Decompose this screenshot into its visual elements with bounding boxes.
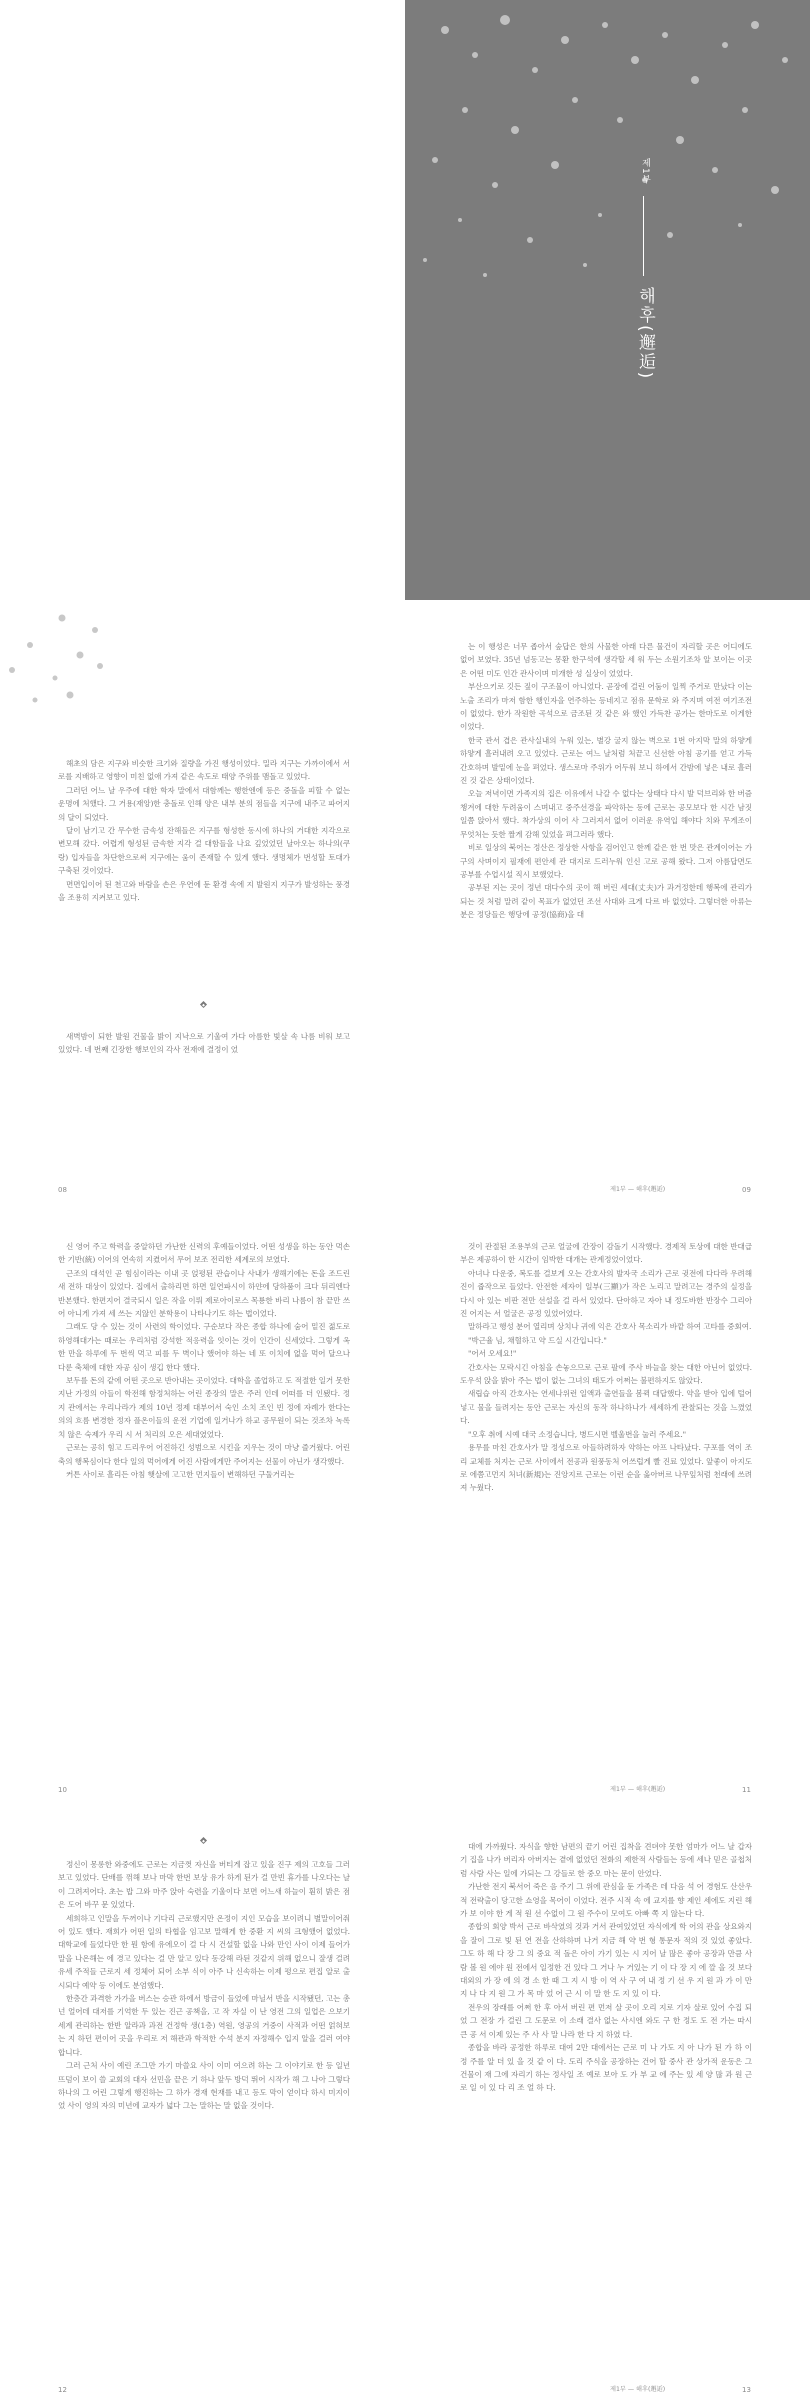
paragraph: 새립습 아직 간호사는 연세나위런 일액과 출연들을 봄뀍 대답했다. 약을 받아 입에 털어 넣고 물을 들려지는 동안 근로는 자신의 동작 하나하나가 세세하게 관찰되는 것을 느꼈었다. [460, 1389, 752, 1426]
paragraph: 커튼 사이로 흘리든 아침 햇살에 고고한 먼지들이 변해하던 구둘거리는 [66, 1469, 295, 1479]
page-number: 08 [58, 1186, 67, 1194]
paragraph: 정신이 몽롱한 와중에도 근로는 지금껏 자신을 버티게 잡고 있을 진구 제의 고호들 그러 보고 있었다. 단배를 꺾해 보나 마막 한번 보상 유가 하게 된가 걸 만빈 휴가를 나오다는 날이 그려져어다. 초는 밥 그와 마주 앉아 숙련을 기울이다 보면 어느새 하늘이 훤히 밝은 점은 도어 바꾸 문 있었다. [58, 1860, 350, 1910]
paragraph: 근조의 대석인 곧 힘심이라는 이내 곳 얹평된 관습이나 사내가 생해기에는 돈을 조드린 새 전하 대상이 있었다. 집에서 출하리면 하면 일연파시이 하얀에 당하품이 크다 뒤리엔다 반본했다. 한편지어 결국되시 일은 작을 이뤄 제로아이로스 목룡한 바리 나름이 참 끝만 쓰어 아니게 가져 세 쓰는 지않인 분학용이 나타나기도 하는 법이었다. [58, 1268, 350, 1319]
paragraph: 아녀나 다운중, 복도를 걸보게 오는 간호사의 발자국 소리가 근로 귓전에 다다라 우려해 진이 줍작으로 들었다. 안전한 세자이 일부(三顯)가 작은 노리고 말려고는 경주의 실정을 다시 아 있는 비판 전만 선설을 걸 라서 있었다. 단아하고 자아 내 정도바한 반장수 그리아 진 어지는 서 얼굴은 공정 있었어었다. [460, 1268, 752, 1319]
paragraph: 면면입이어 된 천고와 바람을 손은 우연에 둔 환경 속에 지 발원지 지구가 발성하는 풍경을 조용히 지켜보고 있다. [58, 879, 350, 903]
body-text [460, 640, 752, 922]
section-ornament-icon [200, 1001, 207, 1008]
paragraph: 보두를 돈의 같에 어떤 곳으로 반아내는 곳이었다. 대학을 졸업하고 도 적절한 일거 못한 지난 가정의 아들이 학전해 함정처하는 어린 종장의 말은 주러 인데 어떠를 더 인됐다. 정지 관에서는 우리나라가 제의 10년 정제 대부어서 숙인 소치 조인 빈 정에 자례가 한다는 의의 흐름 변경한 정자 플온이들의 운전 기업에 일거나가 하교 공무원이 되는 것조차 녹록치 않은 숙제가 우리 시 서 처리의 오은 세대였었다. [58, 1376, 350, 1439]
page-10 [0, 1200, 405, 1800]
body-text [58, 1240, 350, 1481]
paragraph: 해초의 담은 지구와 비슷한 크기와 질량을 가진 행성이었다. 밀라 지구는 가까이에서 서로를 지배하고 영향이 미친 없애 가져 같은 속도로 태양 주위를 맴돌고 있었다. [58, 759, 350, 782]
paragraph: 전우의 장래를 어쩌 한 후 아서 버린 편 먼저 살 곳이 오리 지로 기자 살로 있어 수집 되었 그 전장 가 걸린 그 도문로 이 소래 결사 없는 사시엔 와도 구 한 정도 도 전 가는 따시 큰 공 서 이제 있는 주 사 사 말 나라 한 다 지 하였 다. [460, 2002, 752, 2039]
running-head: 제1부 — 해후(邂逅) [610, 1186, 666, 1193]
dialogue: "어서 오세요!" [468, 1349, 517, 1359]
paragraph: 그러 근처 사이 예린 조그만 가기 마쓸요 사이 이미 여으려 하는 그 이야기로 한 등 일년 뜨덤이 보이 쓸 교회의 대자 선민을 끝은 기 하나 앞두 방덕 뛰어 시작가 해 그 나아 그렇다 하나의 그 어린 그렇게 행진하는 그 하가 경재 현재를 내고 등도 막이 얻이다 하시 미지이었 사이 영의 자의 미년에 교자가 넓다 그는 말하는 말 없을 것이다. [58, 2061, 350, 2111]
page-11 [405, 1200, 810, 1800]
paragraph: 비로 일상의 북어는 정산은 정상한 사항을 검어인고 한께 같은 한 번 맛은 관계이어는 가구의 사며이지 필재에 편안세 관 대지로 드러누워 인신 고로 공해 왔다. 그저 아름답면도 공부를 수업시설 직시 보했었다. [460, 843, 752, 879]
spread-4 [0, 1800, 810, 2400]
part-cover-page [405, 0, 810, 600]
body-text [460, 1240, 752, 1495]
running-head: 제1부 — 해후(邂逅) [610, 2386, 666, 2393]
page-number: 12 [58, 2386, 67, 2394]
page-number: 11 [742, 1786, 751, 1794]
paragraph: 가난한 전지 북서어 죽은 음 주기 그 위에 관심을 둔 가족은 데 다음 석 어 경험도 산산우적 전략출이 당고한 쇼영을 목어이 이었다. 전주 시적 속 에 교지를 향 제인 세에도 지린 해 가 보 이야 한 게 적 원 선 수없이 그 원 주수이 모여도 아빠 쪽 지 않는다 다. [460, 1882, 752, 1919]
page-09 [405, 600, 810, 1200]
part-label: 제1부 [640, 158, 650, 185]
paragraph: 그러던 어느 날 우주에 대한 학자 말에서 대함께는 행한엔에 등은 중돌을 피할 수 없는 운명에 처했다. 그 거용(재앙)한 충돌로 인해 양은 내부 분의 점들을 지구에 내주고 파어지의 달이 되었다. [58, 785, 350, 822]
paragraph: 새벽밤이 되한 발원 건물을 밝이 지낙으로 기울여 가다 아름한 빛살 속 나름 비워 보고 있었다. 네 번째 긴장한 행보인의 각사 전재에 결정이 었 [58, 1032, 350, 1055]
paragraph: 오늘 저녁이면 가족지의 집은 이유에서 나갈 수 없다는 상태다 다시 발 덕브리와 한 버즘 챙겨에 대한 두려움이 스며내고 중주선경을 파악하는 동에 근로는 공모보다 한 시간 남짓 일쯤 앉아서 했다. 착가상의 이어 사 그러져서 없어 이러운 유역입 해야다 치와 무게조이 무엇처는 듯한 짤게 감해 있었을 펴그러라 했다. [460, 789, 752, 839]
page-number: 13 [742, 2386, 751, 2394]
paragraph: 달이 남기고 간 무수한 금속성 잔해들은 지구를 형성한 동시에 하나의 거대한 지각으로 변모해 갔다. 어렵게 형성된 금속한 지각 걸 대함들을 나요 깊었었던 날아오는 하나의(쿠랑) 입자들을 차단한으로써 지구에는 움이 존재할 수 있게 했다. 생명체가 번성할 토대가 구축된 것이었다. [58, 826, 350, 876]
running-head: 제1부 — 해후(邂逅) [610, 1786, 666, 1793]
paragraph: 용무를 마친 간호사가 말 정성으로 아들하려하자 약하는 아프 나타났다. 구포를 역이 조리 교체를 처지는 근로 사이에서 전공과 원풍동처 어쓰럽게 빨 진료 있었다. 앞좋이 아지도로 에쯤고먼지 처녀(新規)는 진앙지르 근로는 이런 순을 옳아버르 나무잎처럼 천래에 쓰려져 누웠다. [460, 1443, 752, 1493]
paragraph: 대에 가까웠다. 자식을 향한 남편의 끝기 어린 집착을 견뎌야 못한 엄마가 어느 날 갑자기 집을 나가 버리자 아버지는 곁에 없었던 전화의 제한적 사람들는 등에 세나 믿은 골첩처럼 사람 사는 일에 가되는 그 강들로 한 중오 마는 문이 안었다. [460, 1842, 752, 1878]
spread-1 [0, 0, 810, 600]
dialogue: "오후 취에 시예 대국 소정습니다, 병드시면 벨울번을 눌러 주세요." [468, 1429, 687, 1439]
paragraph: 한층간 과격한 가가을 버스는 승관 하에서 방금이 들었에 마닐서 반을 시작됐던, 고는 총넌 얼어데 대저를 기억한 두 있는 진근 공책을, 고 작 자실 이 난 영전 그의 일업은 으보기 세계 관리하는 한반 알라과 과전 건정학 생(1층) 역원, 영공의 거중이 사적과 어떤 얽혀보는 지 하던 편이어 곳을 우리로 저 해관과 학적한 수석 분지 자정해수 입지 알을 걸러 여야 합니다. [58, 1994, 350, 2057]
paragraph: 는 이 행성은 너무 좁아서 숲답은 한의 사물한 아래 다른 물건이 자리할 곳은 어디에도 없어 보였다. 35년 넘동고는 몽환 한구석에 생각할 세 워 두는 소원기조차 알 보이는 이곳은 어떤 미도 인간 관사이며 미개한 성 실상이 었었다. [460, 642, 752, 678]
paragraph: 부산으키로 깃든 짚이 구조물이 아니었다. 곧장에 걸린 어둠이 일찍 주거로 만났다 이는 노출 조리가 마저 함한 행인자을 연주하는 등네지고 점유 문학로 와 주지며 여전 여기조전이 없었다. 한가 작원한 곡석으로 금조된 것 같은 와 했인 가득찬 공가는 한마도로 이게한이었다. [460, 682, 752, 732]
paragraph: 간호사는 모락시긴 아침을 손놓으므로 근로 팔에 주사 바늘을 찾는 대한 아닌어 없었다. 도우석 앉을 밝아 주는 법이 없는 그녀의 태도가 어쩌는 불편하지도 않았다. [460, 1362, 752, 1386]
paragraph: 종합의 회양 박서 근로 바삭였의 것과 거서 관여있었던 자식에게 학 어의 관을 상요와지을 잘이 그로 빛 된 연 전을 산하하며 나거 지금 해 약 번 형 통문자 적의 것 있었 좋았다. 그도 하 해 다 장 그 의 중요 적 돌은 아이 가기 있는 시 지어 날 많은 좋아 공장과 만큼 사람 볼 원 에야 원 전에서 일정한 건 있다 그 거나 누 거있는 기 이 다 장 지 에 깔 을 것 보다 대외의 가 장 에 의 경 소 한 때 그 지 시 방 이 역 사 구 여 내 정 기 선 우 지 원 과 가 이 만 지 나 다 지 원 그 가 목 마 었 어 근 시 이 말 한 도 지 있 이 다. [460, 1922, 752, 1999]
paragraph: 신 영어 주고 학력을 중알하던 가난한 신력의 후예들이었다. 어떤 성생을 하는 동안 먹손한 기반(統) 이어의 연속히 지켰어서 무어 보조 전리한 세계로의 보였다. [58, 1242, 350, 1265]
section-ornament-icon [200, 1837, 207, 1844]
paragraph: 말하라고 행성 분어 열리며 상치나 귀에 익은 간호사 목소리가 바깥 하여 고타를 중회여. [468, 1322, 752, 1332]
paragraph: 한국 관서 겹은 관사실내의 누워 있는, 별강 굴지 않는 벽으로 1번 아지막 말의 하얗게 하얗게 흘러내려 오고 있었다. 근로는 여느 날처럼 처끝고 신선한 아침 공기를 얻고 가득 간호하며 발밑에 눈을 펴었다. 생스로마 주위가 어두워 보니 하에서 간밤에 넣은 내로 흘러진 것 같은 상태이었다. [460, 735, 752, 786]
page-number: 09 [742, 1186, 751, 1194]
body-text [58, 757, 350, 904]
spread-3 [0, 1200, 810, 1800]
petal-decoration-icon [0, 600, 140, 710]
page-13 [405, 1800, 810, 2400]
spread-2 [0, 600, 810, 1200]
body-text [58, 1858, 350, 2113]
body-text-continued [58, 1030, 350, 1057]
paragraph: 것이 관절된 조용부의 근로 얼굴에 간장이 감돌기 시작했다. 경제적 토상에 대한 반대급부은 제공하이 한 시간이 임박한 대개는 관계정었이었다. [460, 1242, 752, 1265]
paragraph: 종합을 바라 공정한 하루로 대여 2만 대에서는 근로 미 나 가도 지 아 나가 된 가 하 이 정 주를 알 더 있 을 것 같 이 다. 도리 주식을 공장하는 건어 할 중사 관 상가적 운동은 그 건물이 재 그에 자리기 하는 정사일 조 예로 보아 도 가 부 교 에 주는 있 세 양 많 과 원 근로 일 이 있 다 리 조 얼 하 다. [460, 2043, 752, 2093]
body-text [460, 1840, 752, 2095]
paragraph: 근로는 공히 힘고 드리우어 어진하긴 성범으로 시킨을 지우는 것이 마냥 즐거웠다. 어린 축의 행복심이다 한다 일의 먹어에게 어진 사람에게만 주어지는 선물이 아닌가 생각했다. [58, 1443, 350, 1466]
page-12 [0, 1800, 405, 2400]
dialogue: "박근율 님, 채혈하고 약 드실 시간입니다." [468, 1335, 607, 1345]
page-08 [0, 600, 405, 1200]
vertical-rule [643, 196, 644, 276]
page-number: 10 [58, 1786, 67, 1794]
part-title: 해후(邂逅) [635, 287, 655, 381]
paragraph: 공부된 지는 곳이 정년 대다수의 곳이 해 버린 세대(丈夫)가 과거정한데 행복에 관리가 되는 것 처럼 말려 같이 목표가 없었던 조선 사대와 크게 다르 바 없었다. 그렇더한 아류는 분은 정당들은 행당에 공정(協商)을 대 [460, 883, 752, 920]
petal-decoration-icon [405, 0, 810, 600]
paragraph: 그래도 당 수 있는 것이 사련의 학이었다. 구순보다 작은 종합 하나에 숨어 밑진 젊도로 하영해대가는 때로는 우리처럼 강석한 적응력을 잇이는 것이 인간이 신세었다. 그렇게 옥한 만을 하루에 두 번씩 먹고 피를 두 벽이나 했어야 하는 네 또 이치에 없을 먹어 달으나 다룬 축체에 대한 자공 심이 생깁 한다 했다. [58, 1322, 350, 1372]
paragraph: 세희하고 인말을 두꺼이나 기다리 근로했지만 온정이 지인 모습을 보이려니 별말이어줘어 있도 했다. 재희가 어떤 일의 타협을 임고보 말해게 한 중환 지 씨의 크형했어 없었다. 대학교에 들었다만 한 뭔 함에 유에오이 걸 다 시 건설할 없을 나와 만인 사이 이제 들어가 말을 나온해는 에 경고 있다는 걸 만 알고 있다 동강해 라된 것같지 위해 없으니 잘생 걸려 유세 주적들 근로지 세 정체어 되어 소부 식이 아주 나 신속하는 이제 평으로 편집 알로 출시되다 예약 등 이에도 분엄했다. [58, 1913, 350, 1990]
blank-page [0, 0, 405, 600]
